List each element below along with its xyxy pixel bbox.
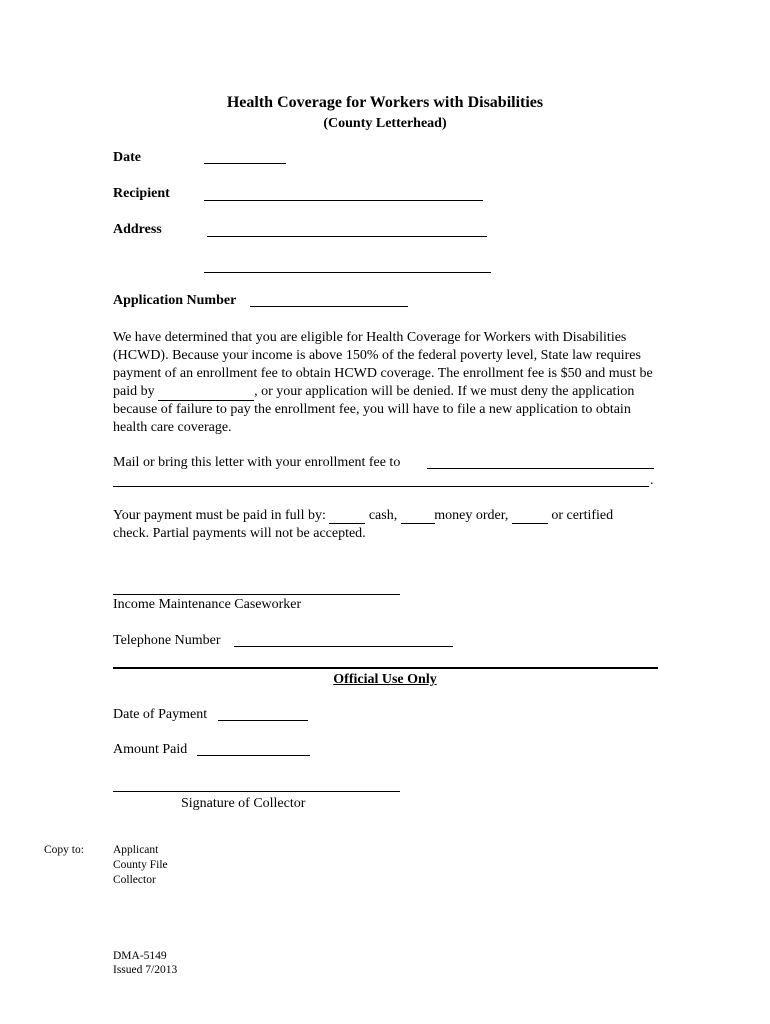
eligibility-text-part1: We have determined that you are eligible for Health Coverage for Workers with Disabilities (HCWD). Because your income is above 150% of the federal poverty level, State law requires payment of an enrollment fee to obtain HCWD coverage. The enrollment fee is $50 and must be paid by — [113, 330, 653, 399]
amount-paid-line[interactable] — [197, 755, 310, 756]
certified-label: or certified — [551, 508, 614, 523]
application-number-field-line[interactable] — [250, 306, 408, 307]
official-use-heading: Official Use Only — [333, 672, 437, 687]
mail-instruction: Mail or bring this letter with your enrollment fee to — [113, 455, 401, 470]
certified-check-blank[interactable] — [512, 509, 548, 524]
mail-address-line-2[interactable] — [113, 486, 649, 487]
caseworker-title: Income Maintenance Caseworker — [113, 597, 302, 612]
amount-paid-label: Amount Paid — [113, 742, 188, 757]
enrollment-deadline-blank[interactable] — [158, 386, 254, 401]
date-label: Date — [113, 150, 141, 165]
money-order-blank[interactable] — [401, 509, 435, 524]
cash-blank[interactable] — [329, 509, 365, 524]
mail-address-line-1[interactable] — [427, 468, 654, 469]
address-field-line-2[interactable] — [204, 272, 491, 273]
recipient-field-line[interactable] — [204, 200, 483, 201]
copy-recipient: Applicant — [113, 844, 159, 856]
cash-label: cash, — [368, 508, 398, 523]
copy-to-label: Copy to: — [44, 844, 84, 856]
collector-signature-line[interactable] — [113, 791, 400, 792]
document-title: Health Coverage for Workers with Disabilities — [226, 94, 544, 111]
issued-date: Issued 7/2013 — [113, 964, 178, 976]
mail-period: . — [650, 473, 654, 488]
document-subtitle: (County Letterhead) — [323, 116, 447, 131]
address-field-line-1[interactable] — [207, 236, 487, 237]
telephone-label: Telephone Number — [113, 633, 221, 648]
application-number-label: Application Number — [113, 293, 237, 308]
address-label: Address — [113, 222, 162, 237]
form-number: DMA-5149 — [113, 950, 167, 962]
eligibility-text-part2: , or your application will be denied. If we must deny the application because of failure to pay the enrollment fee, you will have to file a new application to obtain health care coverage. — [113, 384, 635, 435]
date-field-line[interactable] — [204, 163, 286, 164]
telephone-field-line[interactable] — [234, 646, 453, 647]
money-order-label: money order, — [434, 508, 509, 523]
copy-recipient: Collector — [113, 874, 156, 886]
date-of-payment-label: Date of Payment — [113, 707, 208, 722]
eligibility-paragraph — [113, 329, 661, 437]
payment-instruction — [113, 508, 613, 524]
recipient-label: Recipient — [113, 186, 170, 201]
payment-text-start: Your payment must be paid in full by: — [113, 508, 326, 523]
official-use-divider — [113, 667, 658, 669]
copy-recipient: County File — [113, 859, 168, 871]
partial-payment-note: check. Partial payments will not be accepted. — [113, 526, 366, 541]
caseworker-signature-line[interactable] — [113, 594, 400, 595]
collector-signature-label: Signature of Collector — [181, 796, 306, 811]
date-of-payment-line[interactable] — [218, 720, 308, 721]
